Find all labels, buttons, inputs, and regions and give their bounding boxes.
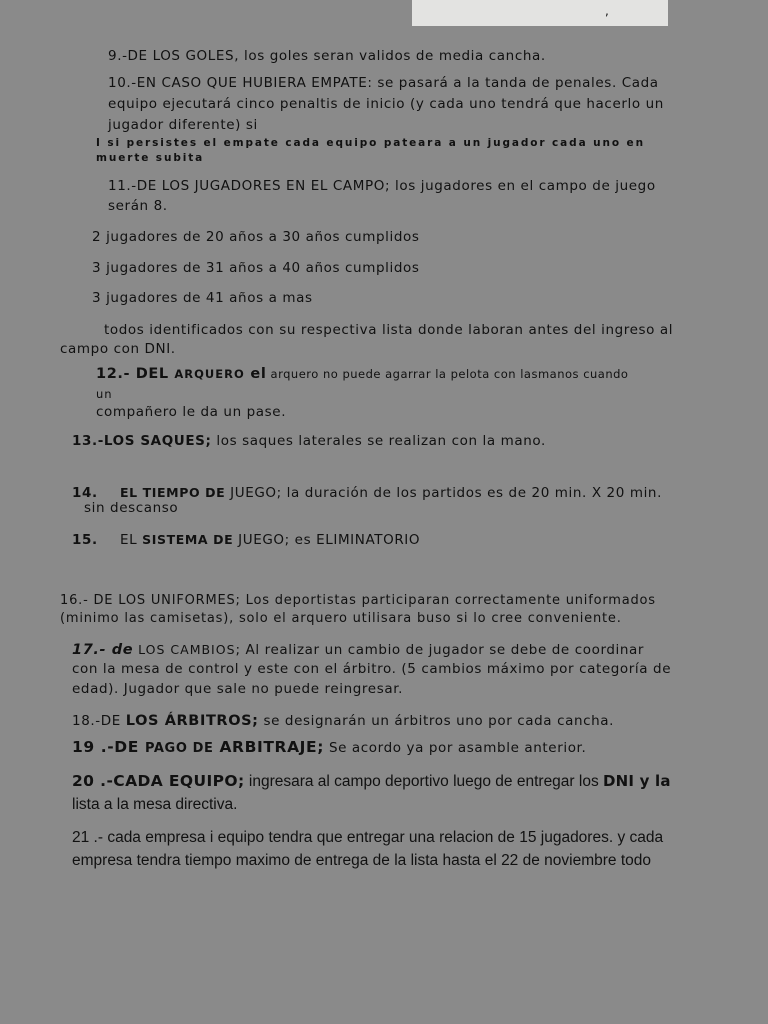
rule-20-line1 [72, 771, 671, 793]
rule-21-line2: empresa tendra tiempo maximo de entrega de la lista hasta el 22 de noviembre todo [72, 852, 652, 869]
rule-9: 9.-DE LOS GOLES, los goles seran validos de media cancha. [108, 48, 546, 64]
rule-18-head: LOS ÁRBITROS; [125, 713, 259, 729]
rule-12-head2: el [244, 366, 267, 382]
rule-11-item: 3 jugadores de 31 años a 40 años cumplidos [92, 260, 420, 276]
rule-15-head: SISTEMA DE [142, 532, 234, 547]
rule-11-line1: 11.-DE LOS JUGADORES EN EL CAMPO; los jugadores en el campo de juego [108, 178, 656, 194]
rule-10-note-line1: I si persistes el empate cada equipo pateara a un jugador cada uno en [96, 137, 645, 149]
rule-12-line2: un [96, 387, 113, 401]
rule-13-text: los saques laterales se realizan con la mano. [211, 433, 546, 449]
rule-14-number: 14. [72, 485, 98, 501]
header-box [412, 0, 668, 26]
rule-19-head2: ARBITRAJE; [213, 738, 325, 756]
rule-14-text: JUEGO; la duración de los partidos es de 20 min. X 20 min. [225, 485, 662, 501]
rule-20-bold: DNI y la [603, 772, 671, 790]
rule-21-line1: 21 .- cada empresa i equipo tendra que entregar una relacion de 15 jugadores. y cada [72, 829, 664, 846]
rule-19-smallcaps: PAGO DE [144, 741, 214, 756]
rule-14-head: EL TIEMPO DE [120, 485, 226, 500]
rule-16-line1: 16.- DE LOS UNIFORMES; Los deportistas participaran correctamente uniformados [60, 593, 656, 608]
rule-12-text: arquero no puede agarrar la pelota con lasmanos cuando [266, 367, 629, 381]
rule-15-number: 15. [72, 532, 98, 548]
rule-19 [72, 737, 586, 759]
rule-10-line3: jugador diferente) si [108, 117, 258, 133]
rule-16-line2: (minimo las camisetas), solo el arquero utilisara buso si lo cree conveniente. [60, 611, 622, 626]
rule-12-head-smallcaps: ARQUERO [174, 367, 245, 381]
rule-12-head: 12.- DEL [96, 366, 175, 382]
rule-20-text: ingresara al campo deportivo luego de entregar los [244, 773, 604, 790]
rule-14-line2: sin descanso [84, 500, 179, 516]
rule-15 [72, 529, 420, 551]
rule-13 [72, 431, 546, 452]
rule-12-line3: compañero le da un pase. [96, 404, 287, 420]
rule-15-text: JUEGO; es ELIMINATORIO [233, 532, 421, 548]
rule-11-item: 2 jugadores de 20 años a 30 años cumplidos [92, 229, 420, 245]
rule-18-pre: 18.-DE [72, 713, 126, 729]
rule-18 [72, 711, 614, 732]
rule-20-head: 20 .-CADA EQUIPO; [72, 772, 245, 790]
rule-10-note-line2: muerte subita [96, 152, 205, 164]
rule-17-line2: con la mesa de control y este con el árbitro. (5 cambios máximo por categoría de [72, 661, 672, 677]
rule-18-text: se designarán un árbitros uno por cada cancha. [258, 713, 615, 729]
rule-12-line1 [96, 364, 628, 385]
rule-10-line2: equipo ejecutará cinco penaltis de inicio (y cada uno tendrá que hacerlo un [108, 96, 664, 112]
rule-11-line2: serán 8. [108, 198, 168, 214]
rule-20-line2: lista a la mesa directiva. [72, 796, 238, 813]
rule-17-line1 [72, 639, 644, 661]
rule-19-head: 19 .-DE [72, 738, 145, 756]
header-mark: , [605, 4, 609, 18]
rule-10-line1: 10.-EN CASO QUE HUBIERA EMPATE: se pasará a la tanda de penales. Cada [108, 75, 659, 91]
rule-17-head: 17.- de [72, 642, 134, 658]
rule-15-pre: EL [120, 532, 143, 548]
rule-17-line3: edad). Jugador que sale no puede reingresar. [72, 681, 403, 697]
rule-17-smallcaps: LOS CAMBIOS [133, 642, 236, 657]
rule-17-text: ; Al realizar un cambio de jugador se debe de coordinar [235, 642, 645, 658]
rule-19-text: Se acordo ya por asamble anterior. [324, 740, 587, 756]
rule-13-head: 13.-LOS SAQUES; [72, 433, 212, 449]
rule-11-item: 3 jugadores de 41 años a mas [92, 290, 313, 306]
rule-11-note-line1: todos identificados con su respectiva lista donde laboran antes del ingreso al [104, 322, 674, 338]
rule-11-note-line2: campo con DNI. [60, 341, 176, 357]
